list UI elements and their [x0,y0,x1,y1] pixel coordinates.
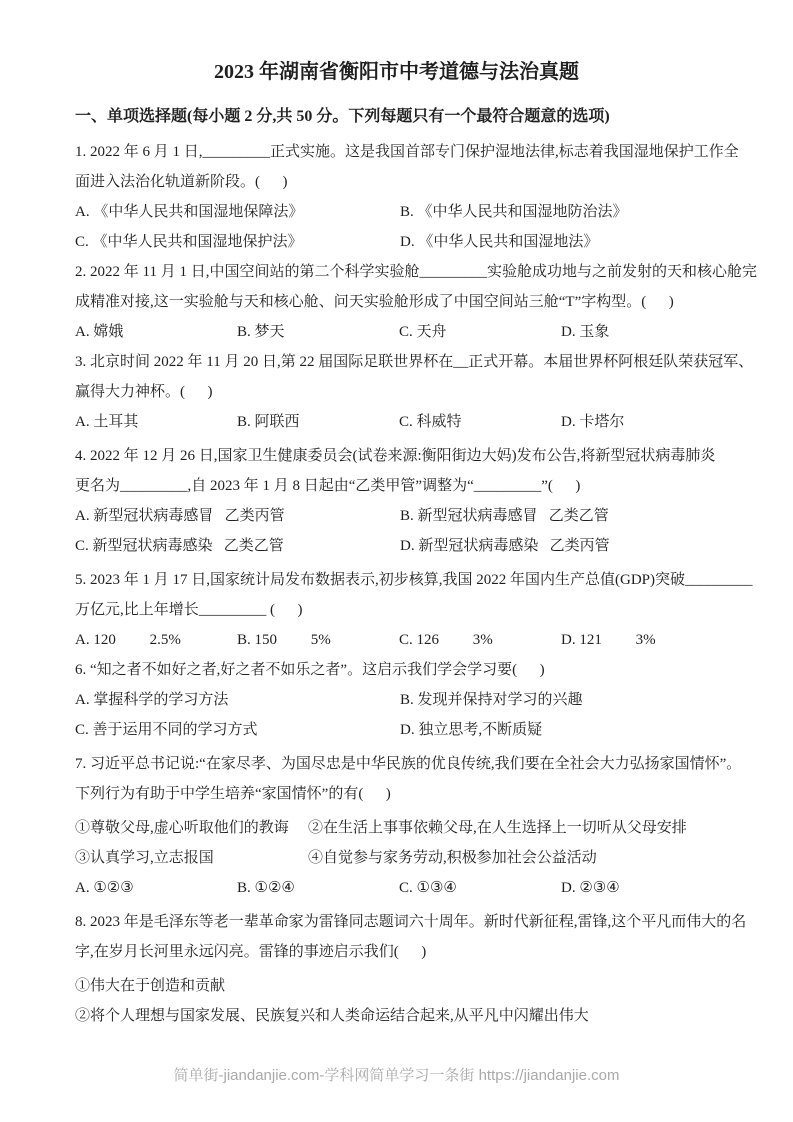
question-1-option-d: D. 《中华人民共和国湿地法》 [400,234,599,250]
question-7-item-1: ①尊敬父母,虚心听取他们的教诲 [75,820,289,836]
question-3-options-row [75,407,793,437]
question-7-items-row-2 [75,843,793,873]
question-3-option-a: A. 土耳其 [75,414,139,430]
question-3-option-c: C. 科威特 [399,414,462,430]
question-7-item-3: ③认真学习,立志报国 [75,850,214,866]
question-8-stem-line-2: 字,在岁月长河里永远闪亮。雷锋的事迹启示我们( ) [75,944,427,960]
question-4-option-d: D. 新型冠状病毒感染 乙类丙管 [400,538,610,554]
question-4-options-row-1 [75,501,793,531]
question-7-items-row-1 [75,813,793,843]
watermark-footer: 简单街-jiandanjie.com-学科网简单学习一条街 https://jiandanjie.com [173,1067,620,1084]
question-5-stem-line-1: 5. 2023 年 1 月 17 日,国家统计局发布数据表示,初步核算,我国 2022 年国内生产总值(GDP)突破_________ [75,572,753,588]
question-2-option-a: A. 嫦娥 [75,324,124,340]
section-heading: 一、单项选择题(每小题 2 分,共 50 分。下列每题只有一个最符合题意的选项) [75,108,610,125]
question-2-options-row [75,317,793,347]
question-8-item-1: ①伟大在于创造和贡献 [75,978,226,994]
page-title: 2023 年湖南省衡阳市中考道德与法治真题 [214,61,579,83]
question-8-stem-line-1: 8. 2023 年是毛泽东等老一辈革命家为雷锋同志题词六十周年。新时代新征程,雷锋,这个平凡而伟大的名 [75,914,747,930]
question-2-option-b: B. 梦天 [237,324,285,340]
exam-body [75,137,793,1031]
question-5-option-c: C. 126 3% [399,632,493,648]
question-7-option-c: C. ①③④ [399,880,457,896]
question-6-option-d: D. 独立思考,不断质疑 [400,722,543,738]
question-4-stem-line-1: 4. 2022 年 12 月 26 日,国家卫生健康委员会(试卷来源:衡阳街边大妈)发布公告,将新型冠状病毒肺炎 [75,448,716,464]
question-2-option-c: C. 天舟 [399,324,447,340]
question-6-options-row-1 [75,685,793,715]
question-1-options-row-1 [75,197,793,227]
question-6-stem-line-1: 6. “知之者不如好之者,好之者不如乐之者”。这启示我们学会学习要( ) [75,662,545,678]
question-2-stem-line-2: 成精准对接,这一实验舱与天和核心舱、问天实验舱形成了中国空间站三舱“T”字构型。( ) [75,294,674,310]
question-5-options-row [75,625,793,655]
question-4-stem-line-2: 更名为_________,自 2023 年 1 月 8 日起由“乙类甲管”调整为“_________”( ) [75,478,581,494]
question-1-option-a: A. 《中华人民共和国湿地保障法》 [75,204,304,220]
question-6-option-c: C. 善于运用不同的学习方式 [75,722,258,738]
question-4-option-a: A. 新型冠状病毒感冒 乙类丙管 [75,508,285,524]
question-4-options-row-2 [75,531,793,561]
question-3-option-d: D. 卡塔尔 [561,414,625,430]
question-5-option-a: A. 120 2.5% [75,632,181,648]
question-4-option-b: B. 新型冠状病毒感冒 乙类乙管 [400,508,609,524]
question-1-stem-line-1: 1. 2022 年 6 月 1 日,_________正式实施。这是我国首部专门保护湿地法律,标志着我国湿地保护工作全 [75,144,739,160]
question-7-item-2: ②在生活上事事依赖父母,在人生选择上一切听从父母安排 [308,820,687,836]
question-5-option-d: D. 121 3% [561,632,656,648]
question-8-item-2: ②将个人理想与国家发展、民族复兴和人类命运结合起来,从平凡中闪耀出伟大 [75,1008,589,1024]
question-7-stem-line-2: 下列行为有助于中学生培养“家国情怀”的有( ) [75,786,391,802]
question-3-option-b: B. 阿联西 [237,414,300,430]
question-3-stem-line-2: 赢得大力神杯。( ) [75,384,213,400]
question-7-option-b: B. ①②④ [237,880,295,896]
question-7-option-d: D. ②③④ [561,880,620,896]
question-6-option-a: A. 掌握科学的学习方法 [75,692,229,708]
question-4-option-c: C. 新型冠状病毒感染 乙类乙管 [75,538,284,554]
question-6-options-row-2 [75,715,793,745]
question-1-options-row-2 [75,227,793,257]
question-5-option-b: B. 150 5% [237,632,331,648]
question-3-stem-line-1: 3. 北京时间 2022 年 11 月 20 日,第 22 届国际足联世界杯在__正式开幕。本届世界杯阿根廷队荣获冠军、 [75,354,754,370]
question-6-option-b: B. 发现并保持对学习的兴趣 [400,692,583,708]
question-2-stem-line-1: 2. 2022 年 11 月 1 日,中国空间站的第二个科学实验舱_________实验舱成功地与之前发射的天和核心舱完 [75,264,757,280]
question-1-option-c: C. 《中华人民共和国湿地保护法》 [75,234,303,250]
question-2-option-d: D. 玉象 [561,324,610,340]
question-5-stem-line-2: 万亿元,比上年增长_________ ( ) [75,602,303,618]
question-7-option-a: A. ①②③ [75,880,134,896]
question-7-options-row [75,873,793,903]
question-1-stem-line-2: 面进入法治化轨道新阶段。( ) [75,174,288,190]
question-7-item-4: ④自觉参与家务劳动,积极参加社会公益活动 [308,850,597,866]
question-7-stem-line-1: 7. 习近平总书记说:“在家尽孝、为国尽忠是中华民族的优良传统,我们要在全社会大力弘扬家国情怀”。 [75,756,742,772]
question-1-option-b: B. 《中华人民共和国湿地防治法》 [400,204,628,220]
